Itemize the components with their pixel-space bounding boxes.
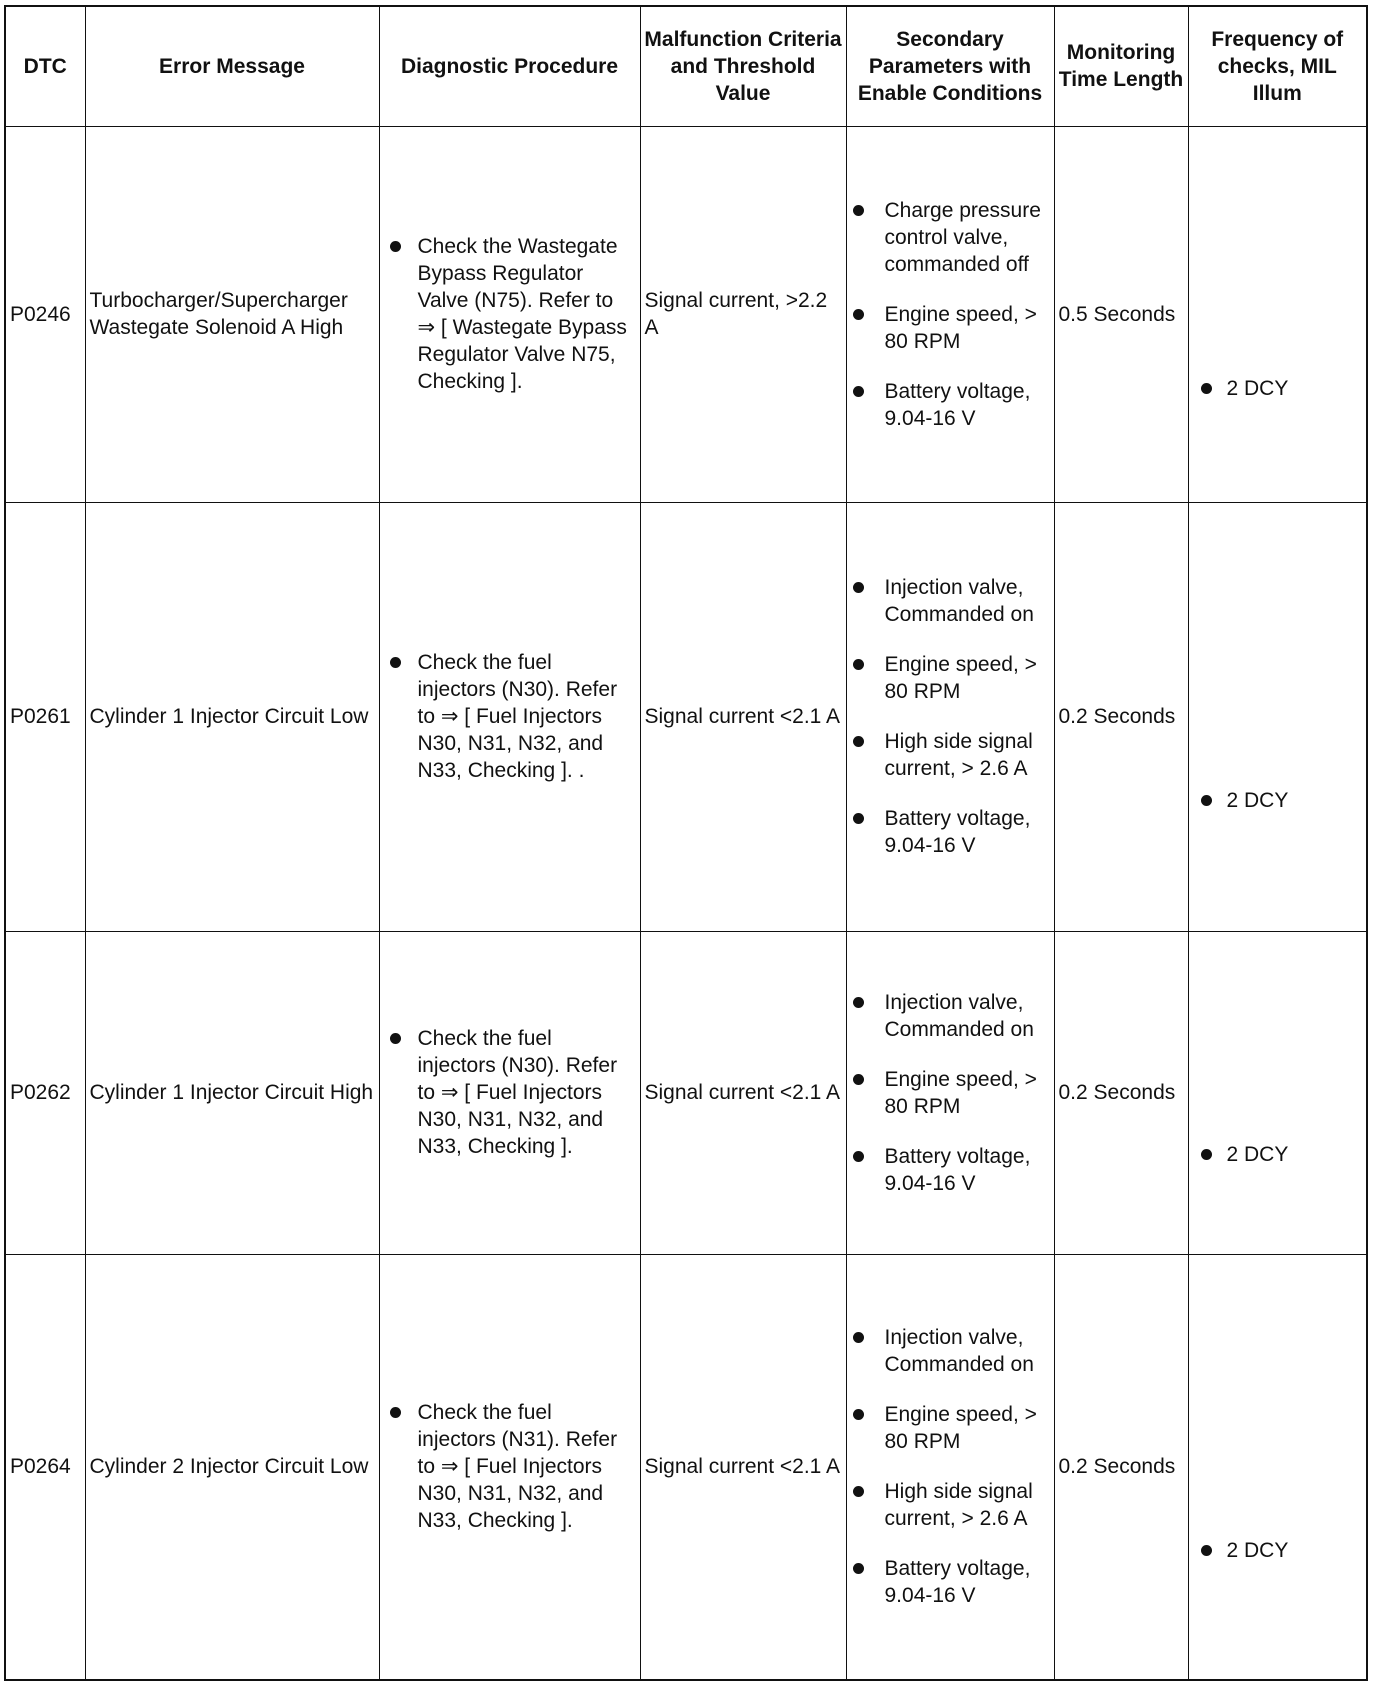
bullet-icon bbox=[853, 1409, 864, 1420]
secondary-parameters bbox=[846, 931, 1054, 1254]
secondary-param-item bbox=[851, 1143, 1050, 1197]
procedure-item bbox=[384, 649, 636, 784]
frequency-text: 2 DCY bbox=[1226, 789, 1289, 813]
procedure-text: Check the fuel injectors (N30). Refer to ⇒ [ Fuel Injectors N30, N31, N32, and N33, Checking ]. bbox=[417, 1027, 618, 1159]
procedure-text: Check the fuel injectors (N31). Refer to ⇒ [ Fuel Injectors N30, N31, N32, and N33, Checking ]. bbox=[417, 1401, 618, 1533]
dtc-table bbox=[4, 5, 1368, 1681]
secondary-param-text: Engine speed, > 80 RPM bbox=[884, 1403, 1037, 1454]
header-secondary-parameters: Secondary Parameters with Enable Conditions bbox=[846, 6, 1054, 126]
dtc-code: P0262 bbox=[5, 931, 85, 1254]
frequency-text: 2 DCY bbox=[1226, 1539, 1289, 1563]
secondary-param-item bbox=[851, 1555, 1050, 1609]
secondary-param-text: Injection valve, Commanded on bbox=[884, 576, 1034, 627]
secondary-param-list bbox=[851, 989, 1050, 1197]
error-message: Turbocharger/Supercharger Wastegate Solenoid A High bbox=[85, 126, 379, 502]
dtc-code: P0264 bbox=[5, 1254, 85, 1680]
secondary-param-list bbox=[851, 197, 1050, 432]
malfunction-criteria: Signal current <2.1 A bbox=[640, 931, 846, 1254]
table-row bbox=[5, 502, 1367, 931]
bullet-icon bbox=[390, 657, 401, 668]
table-body bbox=[5, 126, 1367, 1680]
procedure-list bbox=[384, 649, 636, 784]
procedure-text: Check the Wastegate Bypass Regulator Valve (N75). Refer to ⇒ [ Wastegate Bypass Regulator Valve N75, Checking ]. bbox=[417, 235, 627, 394]
secondary-param-text: Injection valve, Commanded on bbox=[884, 990, 1034, 1041]
monitoring-time: 0.2 Seconds bbox=[1054, 1254, 1188, 1680]
monitoring-time: 0.2 Seconds bbox=[1054, 502, 1188, 931]
bullet-icon bbox=[853, 659, 864, 670]
secondary-parameters bbox=[846, 1254, 1054, 1680]
malfunction-criteria: Signal current <2.1 A bbox=[640, 1254, 846, 1680]
bullet-icon bbox=[853, 997, 864, 1008]
secondary-param-text: Injection valve, Commanded on bbox=[884, 1326, 1034, 1377]
procedure-list bbox=[384, 233, 636, 395]
secondary-param-item bbox=[851, 1066, 1050, 1120]
bullet-icon bbox=[853, 582, 864, 593]
frequency-item bbox=[1193, 375, 1363, 402]
frequency bbox=[1188, 1254, 1367, 1680]
secondary-param-item bbox=[851, 805, 1050, 859]
frequency-item bbox=[1193, 1141, 1363, 1168]
procedure-list bbox=[384, 1025, 636, 1160]
secondary-param-text: Engine speed, > 80 RPM bbox=[884, 653, 1037, 704]
bullet-icon bbox=[1201, 383, 1212, 394]
secondary-param-text: Battery voltage, 9.04-16 V bbox=[884, 379, 1031, 430]
frequency-text: 2 DCY bbox=[1226, 376, 1289, 400]
bullet-icon bbox=[390, 1407, 401, 1418]
header-frequency: Frequency of checks, MIL Illum bbox=[1188, 6, 1367, 126]
secondary-param-item bbox=[851, 574, 1050, 628]
secondary-param-item bbox=[851, 1478, 1050, 1532]
diagnostic-procedure bbox=[379, 502, 640, 931]
secondary-param-list bbox=[851, 1324, 1050, 1609]
header-monitoring-time: Monitoring Time Length bbox=[1054, 6, 1188, 126]
error-message: Cylinder 2 Injector Circuit Low bbox=[85, 1254, 379, 1680]
procedure-item bbox=[384, 1399, 636, 1534]
secondary-param-text: Engine speed, > 80 RPM bbox=[884, 302, 1037, 353]
diagnostic-procedure bbox=[379, 1254, 640, 1680]
frequency-text: 2 DCY bbox=[1226, 1143, 1289, 1167]
header-malfunction-criteria: Malfunction Criteria and Threshold Value bbox=[640, 6, 846, 126]
bullet-icon bbox=[1201, 1149, 1212, 1160]
secondary-param-item bbox=[851, 1401, 1050, 1455]
secondary-param-text: Engine speed, > 80 RPM bbox=[884, 1067, 1037, 1118]
dtc-code: P0261 bbox=[5, 502, 85, 931]
diagnostic-procedure bbox=[379, 931, 640, 1254]
table-row bbox=[5, 126, 1367, 502]
frequency bbox=[1188, 126, 1367, 502]
procedure-text: Check the fuel injectors (N30). Refer to ⇒ [ Fuel Injectors N30, N31, N32, and N33, Checking ]. . bbox=[417, 651, 618, 783]
header-diagnostic-procedure: Diagnostic Procedure bbox=[379, 6, 640, 126]
secondary-param-text: Battery voltage, 9.04-16 V bbox=[884, 807, 1031, 858]
bullet-icon bbox=[853, 813, 864, 824]
secondary-param-text: Charge pressure control valve, commanded off bbox=[884, 198, 1041, 276]
bullet-icon bbox=[853, 386, 864, 397]
secondary-param-text: High side signal current, > 2.6 A bbox=[884, 730, 1033, 781]
secondary-param-text: Battery voltage, 9.04-16 V bbox=[884, 1144, 1031, 1195]
secondary-parameters bbox=[846, 502, 1054, 931]
dtc-code: P0246 bbox=[5, 126, 85, 502]
header-error-message: Error Message bbox=[85, 6, 379, 126]
frequency-item bbox=[1193, 1537, 1363, 1564]
bullet-icon bbox=[853, 736, 864, 747]
procedure-item bbox=[384, 233, 636, 395]
secondary-param-item bbox=[851, 651, 1050, 705]
frequency bbox=[1188, 502, 1367, 931]
procedure-list bbox=[384, 1399, 636, 1534]
malfunction-criteria: Signal current, >2.2 A bbox=[640, 126, 846, 502]
malfunction-criteria: Signal current <2.1 A bbox=[640, 502, 846, 931]
secondary-param-item bbox=[851, 301, 1050, 355]
procedure-item bbox=[384, 1025, 636, 1160]
table-row bbox=[5, 931, 1367, 1254]
monitoring-time: 0.5 Seconds bbox=[1054, 126, 1188, 502]
header-dtc: DTC bbox=[5, 6, 85, 126]
frequency bbox=[1188, 931, 1367, 1254]
bullet-icon bbox=[390, 1033, 401, 1044]
bullet-icon bbox=[853, 1332, 864, 1343]
bullet-icon bbox=[853, 205, 864, 216]
secondary-param-text: Battery voltage, 9.04-16 V bbox=[884, 1557, 1031, 1608]
secondary-param-item bbox=[851, 1324, 1050, 1378]
bullet-icon bbox=[853, 1563, 864, 1574]
bullet-icon bbox=[390, 241, 401, 252]
secondary-parameters bbox=[846, 126, 1054, 502]
secondary-param-item bbox=[851, 197, 1050, 278]
monitoring-time: 0.2 Seconds bbox=[1054, 931, 1188, 1254]
secondary-param-item bbox=[851, 728, 1050, 782]
secondary-param-item bbox=[851, 378, 1050, 432]
bullet-icon bbox=[853, 1074, 864, 1085]
header-row bbox=[5, 6, 1367, 126]
error-message: Cylinder 1 Injector Circuit High bbox=[85, 931, 379, 1254]
bullet-icon bbox=[853, 1151, 864, 1162]
bullet-icon bbox=[1201, 795, 1212, 806]
bullet-icon bbox=[853, 1486, 864, 1497]
error-message: Cylinder 1 Injector Circuit Low bbox=[85, 502, 379, 931]
diagnostic-procedure bbox=[379, 126, 640, 502]
bullet-icon bbox=[853, 309, 864, 320]
table-row bbox=[5, 1254, 1367, 1680]
secondary-param-text: High side signal current, > 2.6 A bbox=[884, 1480, 1033, 1531]
frequency-item bbox=[1193, 787, 1363, 814]
secondary-param-item bbox=[851, 989, 1050, 1043]
secondary-param-list bbox=[851, 574, 1050, 859]
bullet-icon bbox=[1201, 1545, 1212, 1556]
